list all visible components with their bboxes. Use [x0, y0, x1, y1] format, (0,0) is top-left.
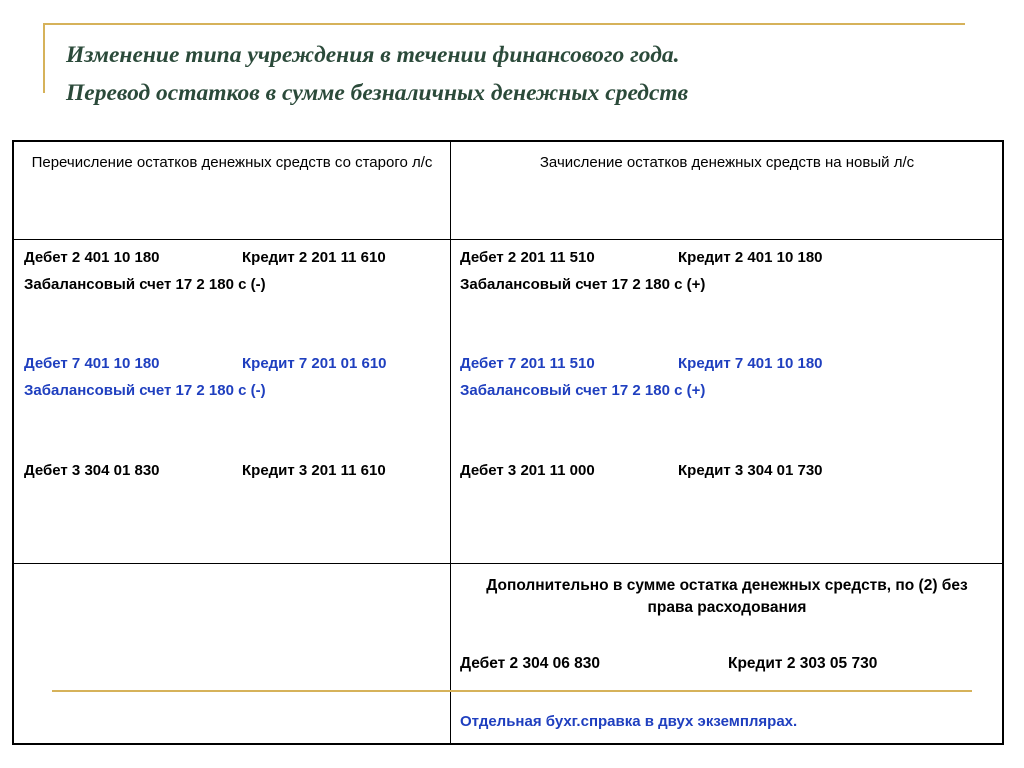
header-row-divider: [14, 239, 1002, 240]
left-entry-3-debit: Дебет 3 304 01 830: [24, 462, 160, 479]
right-entry-2-debit: Дебет 7 201 11 510: [460, 355, 595, 372]
additional-note: Отдельная бухг.справка в двух экземплярах.: [460, 713, 798, 730]
column-divider: [450, 142, 451, 743]
left-entry-1-credit: Кредит 2 201 11 610: [242, 249, 386, 266]
left-entry-3-credit: Кредит 3 201 11 610: [242, 462, 386, 479]
left-entry-2-credit: Кредит 7 201 01 610: [242, 355, 387, 372]
header-right: Зачисление остатков денежных средств на новый л/с: [539, 154, 915, 171]
left-entry-2-offbalance: Забалансовый счет 17 2 180 с (-): [24, 382, 266, 399]
decorative-top-line: [43, 23, 965, 25]
title-line-1: Изменение типа учреждения в течении финансового года.: [66, 42, 680, 68]
decorative-bottom-line: [52, 690, 972, 692]
left-entry-2-debit: Дебет 7 401 10 180: [24, 355, 160, 372]
right-entry-3-credit: Кредит 3 304 01 730: [678, 462, 823, 479]
header-left: Перечисление остатков денежных средств со старого л/с: [31, 154, 433, 171]
right-entry-1-offbalance: Забалансовый счет 17 2 180 с (+): [460, 276, 706, 293]
right-entry-2-offbalance: Забалансовый счет 17 2 180 с (+): [460, 382, 706, 399]
additional-heading: Дополнительно в сумме остатка денежных средств, по (2) без права расходования: [486, 577, 968, 616]
entries-row-divider: [14, 563, 1002, 564]
right-entry-2-credit: Кредит 7 401 10 180: [678, 355, 823, 372]
left-entry-1-offbalance: Забалансовый счет 17 2 180 с (-): [24, 276, 266, 293]
accounting-table: [12, 140, 1004, 745]
left-entry-1-debit: Дебет 2 401 10 180: [24, 249, 160, 266]
additional-debit: Дебет 2 304 06 830: [460, 655, 601, 672]
right-entry-3-debit: Дебет 3 201 11 000: [460, 462, 595, 479]
right-entry-1-credit: Кредит 2 401 10 180: [678, 249, 823, 266]
slide-title: [66, 36, 966, 112]
title-line-2: Перевод остатков в сумме безналичных денежных средств: [66, 80, 689, 106]
right-entry-1-debit: Дебет 2 201 11 510: [460, 249, 595, 266]
additional-credit: Кредит 2 303 05 730: [728, 655, 878, 672]
decorative-left-line: [43, 23, 45, 93]
